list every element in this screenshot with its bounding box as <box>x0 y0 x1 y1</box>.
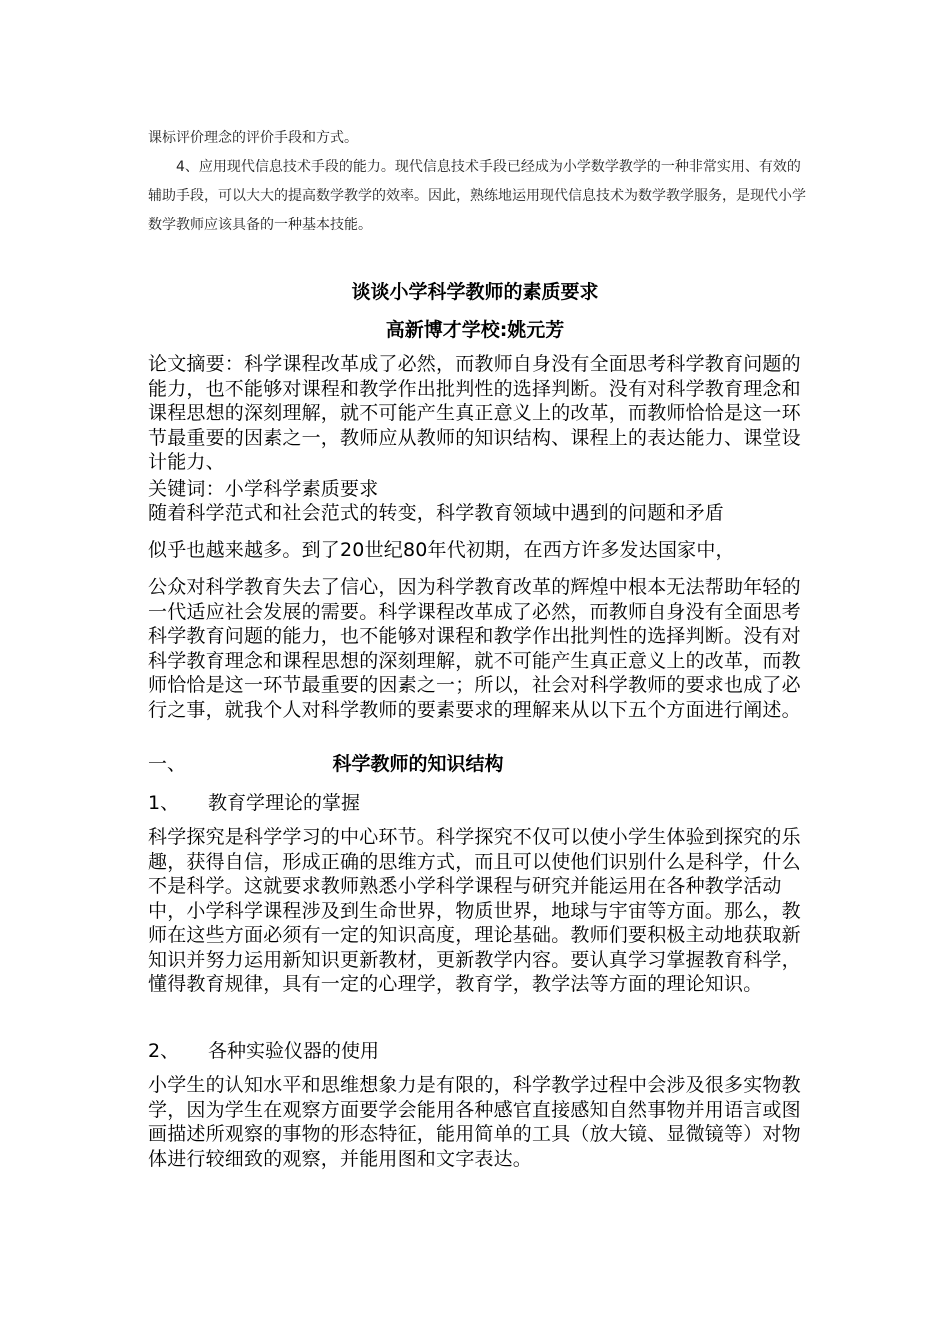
article-title: 谈谈小学科学教师的素质要求 <box>351 281 599 303</box>
subsection-title: 教育学理论的掌握 <box>208 792 361 814</box>
section-title: 科学教师的知识结构 <box>332 753 504 775</box>
intro-line-2: 似乎也越来越多。到了20世纪80年代初期，在西方许多发达国家中， <box>148 539 735 561</box>
article-author: 高新博才学校:姚元芳 <box>385 319 565 341</box>
previous-paragraph-4: 4、应用现代信息技术手段的能力。现代信息技术手段已经成为小学数学教学的一种非常实用、有效的辅助手段，可以大大的提高数学教学的效率。因此，熟练地运用现代信息技术为数学教学服务，是现代小学数学教师应该具备的一种基本技能。 <box>148 159 806 233</box>
abstract-paragraph: 论文摘要：科学课程改革成了必然，而教师自身没有全面思考科学教育问题的能力，也不能够对课程和教学作出批判性的选择判断。没有对科学教育理念和课程思想的深刻理解，就不可能产生真正意义上的改革，而教师恰恰是这一环节最重要的因素之一，教师应从教师的知识结构、课程上的表达能力、课堂设计能力、 <box>148 353 801 473</box>
subsection-number: 2、 <box>148 1040 180 1062</box>
subsection-2-body: 小学生的认知水平和思维想象力是有限的，科学教学过程中会涉及很多实物教学，因为学生在观察方面要学会能用各种感官直接感知自然事物并用语言或图画描述所观察的事物的形态特征，能用简单的工具（放大镜、显微镜等）对物体进行较细致的观察，并能用图和文字表达。 <box>148 1074 801 1170</box>
intro-paragraph: 公众对科学教育失去了信心，因为科学教育改革的辉煌中根本无法帮助年轻的一代适应社会发展的需要。科学课程改革成了必然，而教师自身没有全面思考科学教育问题的能力，也不能够对课程和教学作出批判性的选择判断。没有对科学教育理念和课程思想的深刻理解，就不可能产生真正意义上的改革，而教师恰恰是这一环节最重要的因素之一；所以，社会对科学教师的要求也成了必行之事，就我个人对科学教师的要素要求的理解来从以下五个方面进行阐述。 <box>148 576 801 721</box>
previous-text-line: 课标评价理念的评价手段和方式。 <box>148 130 358 146</box>
subsection-heading-1 <box>148 788 808 815</box>
subsection-title: 各种实验仪器的使用 <box>208 1040 380 1062</box>
keywords-line: 关键词：小学科学素质要求 <box>148 478 379 500</box>
subsection-number: 1、 <box>148 792 180 814</box>
subsection-heading-2 <box>148 1036 808 1063</box>
section-number: 一、 <box>148 753 187 775</box>
intro-line-1: 随着科学范式和社会范式的转变，科学教育领域中遇到的问题和矛盾 <box>148 502 725 524</box>
section-heading-1 <box>148 749 808 775</box>
subsection-1-body: 科学探究是科学学习的中心环节。科学探究不仅可以使小学生体验到探究的乐趣，获得自信，形成正确的思维方式，而且可以使他们识别什么是科学，什么不是科学。这就要求教师熟悉小学科学课程与研究并能运用在各种教学活动中，小学科学课程涉及到生命世界，物质世界，地球与宇宙等方面。那么，教师在这些方面必须有一定的知识高度，理论基础。教师们要积极主动地获取新知识并努力运用新知识更新教材，更新教学内容。要认真学习掌握教育科学，懂得教育规律，具有一定的心理学，教育学，教学法等方面的理论知识。 <box>148 826 801 995</box>
